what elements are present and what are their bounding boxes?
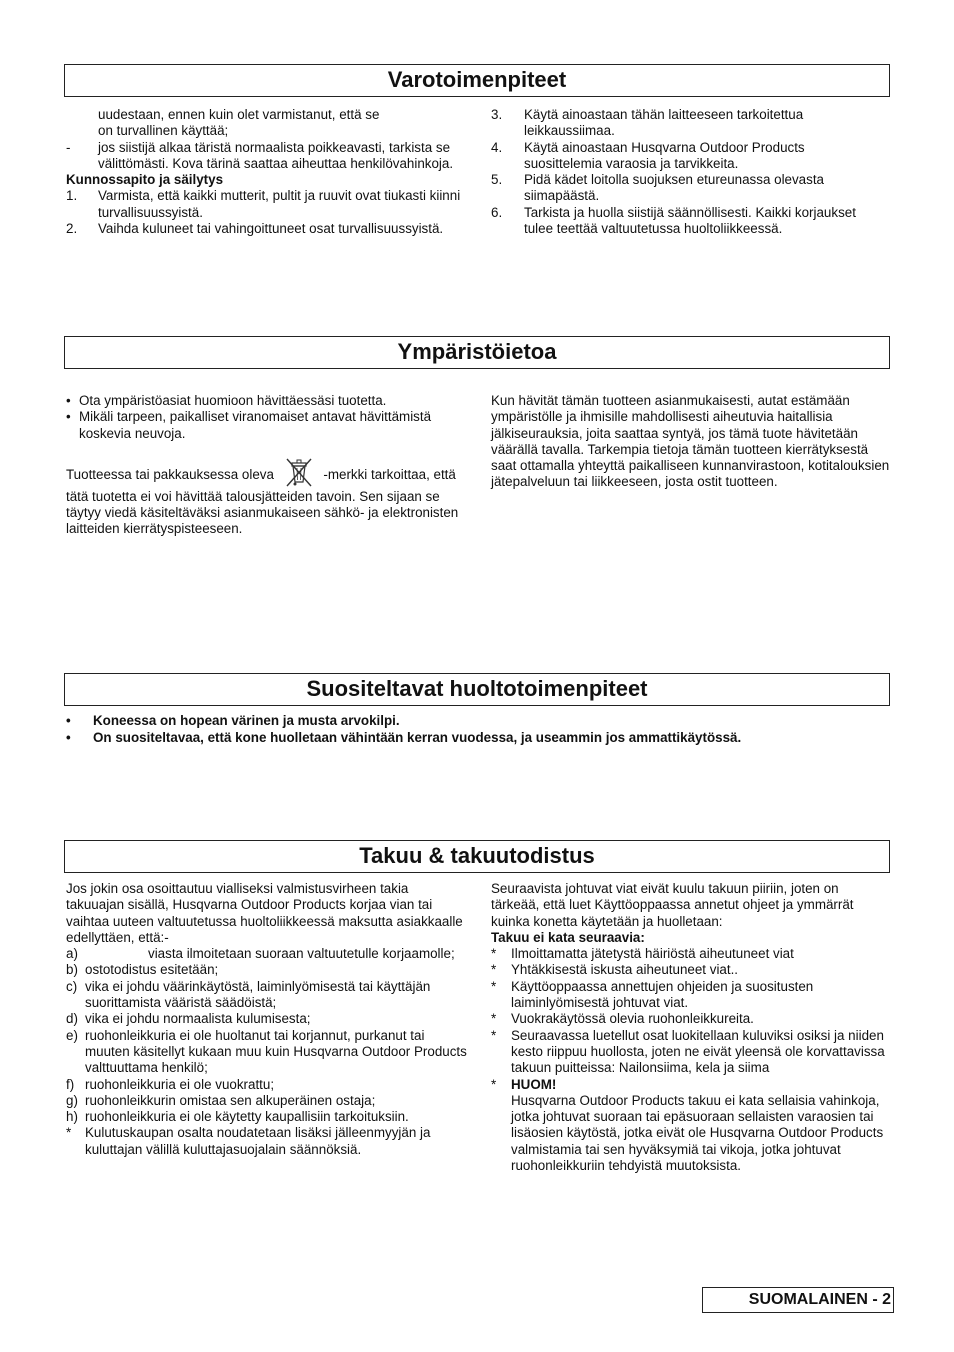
list-item: 3. Käytä ainoastaan tähän laitteeseen tarkoitettua leikkaussiimaa. — [491, 107, 804, 139]
warnings-continuation-line-2: on turvallinen käyttää; — [98, 123, 229, 139]
note-item: * HUOM! Husqvarna Outdoor Products takuu ei kata sellaisia vahinkoja, jotka johtuvat suoraan tai epäsuoraan sellaisten varaosien tai lisäosien käytöstä, jotka eivät ole Husqvarna Outdoor Products valmistamia tai sen hyväksymiä tai vikoja, jotka johtuvat ruohonleikkuriin tehdyistä muutoksista. — [491, 1077, 889, 1175]
environment-left-column — [66, 393, 466, 538]
list-item: g) ruohonleikkurin omistaa sen alkuperäinen ostaja; — [66, 1092, 376, 1108]
environment-right-column — [491, 393, 891, 491]
list-item: * Seuraavassa luetellut osat luokitellaan kuluviksi osiksi ja niiden kesto riippuu huollosta, joten ne eivät yleensä ole korvattavissa takuun puitteissa: Nailonsiima, kela ja siima — [491, 1027, 885, 1076]
list-item: b) ostotodistus esitetään; — [66, 962, 219, 978]
weee-paragraph: Tuotteessa tai pakkauksessa oleva -merkki tarkoittaa, että tätä tuotetta ei voi hävittää talousjätteiden tavoin. Sen sijaan se täytyy viedä käsiteltäväksi asianmukaiseen sähkö- ja elektronisten laitteiden kierrätyspisteeseen. — [66, 455, 466, 538]
list-item: h) ruohonleikkuria ei ole käytetty kaupallisiin tarkoituksiin. — [66, 1109, 409, 1125]
list-item: 4. Käytä ainoastaan Husqvarna Outdoor Products suosittelemia varaosia ja tarvikkeita. — [491, 139, 805, 171]
warnings-left-column — [66, 107, 466, 237]
list-item: * Kulutuskaupan osalta noudatetaan lisäksi jälleenmyyjän ja kuluttajan välillä kuluttajasuojalain säännöksiä. — [66, 1125, 431, 1157]
list-item: • Koneessa on hopean värinen ja musta arvokilpi. — [66, 713, 400, 728]
list-item: * Käyttöoppaassa annettujen ohjeiden ja suositusten laiminlyömisestä johtuvat viat. — [491, 978, 814, 1011]
list-item: e) ruohonleikkuria ei ole huoltanut tai korjannut, purkanut tai muuten käsitellyt kukaan muu kuin Husqvarna Outdoor Products valttuuttama henkilö; — [66, 1027, 467, 1076]
warranty-left-column — [66, 881, 468, 1158]
note-text: Husqvarna Outdoor Products takuu ei kata sellaisia vahinkoja, jotka johtuvat suoraan tai epäsuoraan sellaisten varaosien tai lisäosien käytöstä, jotka eivät ole Husqvarna Outdoor Products valmistamia tai sen hyväksymiä tai vikoja, jotka johtuvat ruohonleikkuriin tehdyistä muutoksista. — [511, 1092, 884, 1174]
warranty-exclusions-intro: Seuraavista johtuvat viat eivät kuulu takuun piiriin, joten on tärkeää, että luet Käyttöoppaassa annetut ohjeet ja ymmärrät kuinka konetta käytetään ja huolletaan: — [491, 881, 854, 929]
service-list — [66, 712, 826, 746]
note-heading: HUOM! — [511, 1076, 557, 1092]
section-title-environment: Ympäristöietoa — [64, 336, 890, 369]
list-item: • Ota ympäristöasiat huomioon hävittäessäsi tuotetta. — [66, 393, 387, 408]
section-title-service: Suositeltavat huoltotoimenpiteet — [64, 673, 890, 706]
list-item: - jos siistijä alkaa täristä normaalista poikkeavasti, tarkista se välittömästi. Kova tärinä saattaa aiheuttaa henkilövahinkoja. — [66, 139, 454, 171]
list-item: • Mikäli tarpeen, paikalliset viranomaiset antavat hävittämistä koskevia neuvoja. — [66, 409, 432, 441]
list-item: c) vika ei johdu väärinkäytöstä, laiminlyömisestä tai käyttäjän suorittamista vääristä säädöistä; — [66, 978, 431, 1011]
maintenance-heading: Kunnossapito ja säilytys — [66, 172, 224, 188]
list-item: d) vika ei johdu normaalista kulumisesta; — [66, 1011, 311, 1027]
list-item: f) ruohonleikkuria ei ole vuokrattu; — [66, 1076, 275, 1092]
page-footer-label: SUOMALAINEN - 2 — [702, 1287, 894, 1313]
list-item: 2. Vaihda kuluneet tai vahingoittuneet osat turvallisuussyistä. — [66, 221, 444, 237]
list-item: 6. Tarkista ja huolla siistijä säännöllisesti. Kaikki korjaukset tulee teettää valtuutetussa huoltoliikkeessä. — [491, 204, 856, 237]
list-item: * Ilmoittamatta jätetystä häiriöstä aiheutuneet viat — [491, 946, 794, 962]
list-item: • On suositeltavaa, että kone huolletaan vähintään kerran vuodessa, ja useammin jos ammattikäytössä. — [66, 730, 742, 745]
environment-right-paragraph: Kun hävität tämän tuotteen asianmukaisesti, autat estämään ympäristölle ja ihmisille mahdollisesti aiheutuvia haitallisia jälkiseurauksia, joita saattaa syntyä, jos tämä tuote hävitetään väärällä tavalla. Tarkempia tietoja tämän tuotteen kierrätyksestä saat ottamalla yhteyttä paikalliseen kunnanvirastoon, kotitalouksien jätepalveluun tai liikkeeseen, josta ostit tuotteen. — [491, 393, 890, 490]
warranty-intro: Jos jokin osa osoittautuu vialliseksi valmistusvirheen takia takuuajan sisällä, Husqvarna Outdoor Products korjaa vian tai vaihtaa uuteen valtuutetussa huoltoliikkeessä maksutta asiakkaalle edellyttäen, että:- — [66, 881, 463, 945]
warranty-right-column — [491, 881, 889, 1174]
section-title-warranty: Takuu & takuutodistus — [64, 840, 890, 873]
warranty-exclusions-heading: Takuu ei kata seuraavia: — [491, 929, 645, 945]
warnings-right-column — [491, 107, 886, 237]
crossed-out-wheelie-bin-icon — [282, 455, 316, 489]
list-item: 1. Varmista, että kaikki mutterit, pultit ja ruuvit ovat tiukasti kiinni turvallisuussyistä. — [66, 188, 461, 220]
warnings-continuation-line-1: uudestaan, ennen kuin olet varmistanut, että se — [98, 107, 380, 122]
list-item: * Vuokrakäytössä olevia ruohonleikkureita. — [491, 1011, 754, 1027]
list-item: a) viasta ilmoitetaan suoraan valtuutetulle korjaamolle; — [66, 946, 455, 962]
list-item: * Yhtäkkisestä iskusta aiheutuneet viat.. — [491, 962, 739, 978]
list-item: 5. Pidä kädet loitolla suojuksen etureunassa olevasta siimapäästä. — [491, 172, 824, 204]
section-title-warnings: Varotoimenpiteet — [64, 64, 890, 97]
